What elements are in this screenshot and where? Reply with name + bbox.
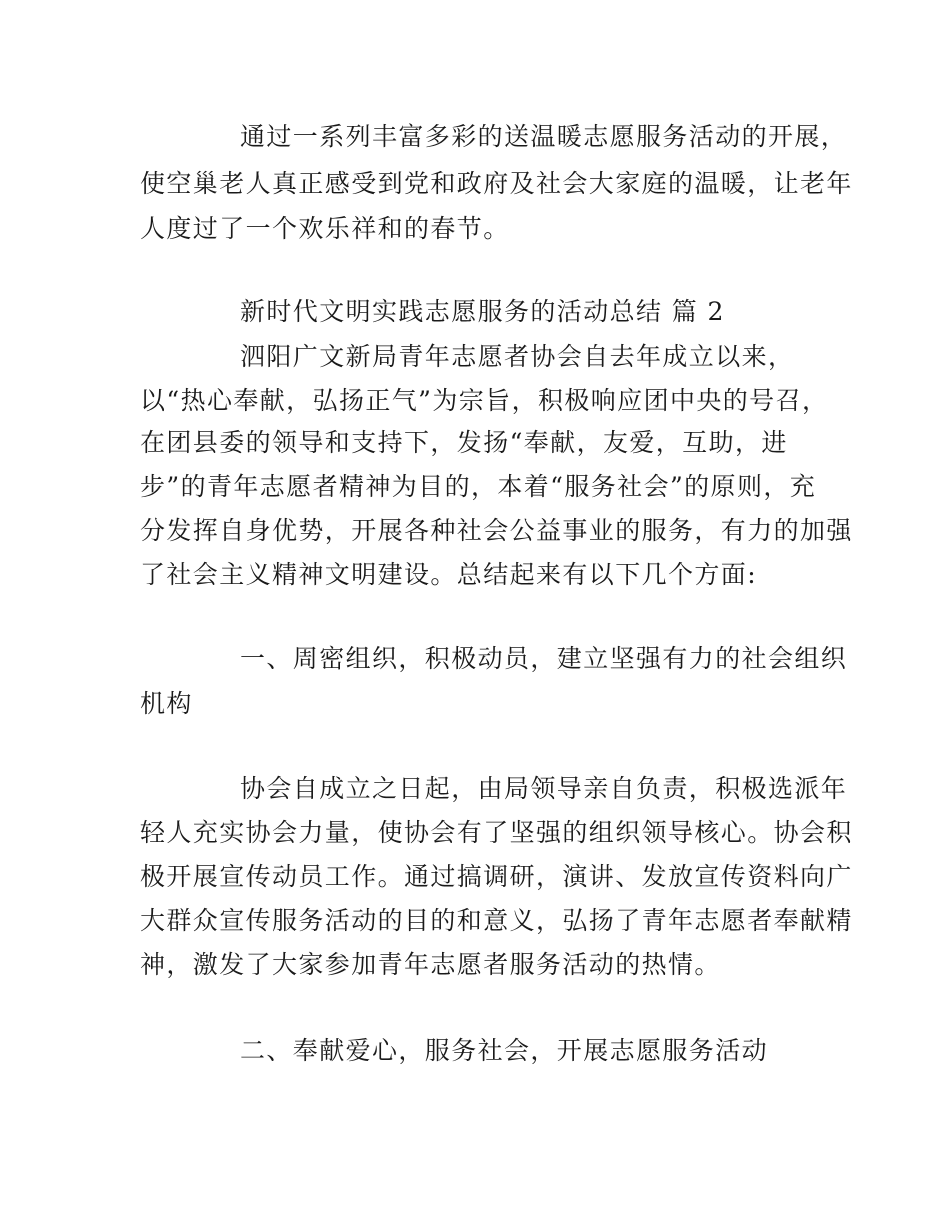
paragraph3-line-5: 神，激发了大家参加青年志愿者服务活动的热情。: [140, 950, 721, 979]
paragraph3-line-3: 极开展宣传动员工作。通过搞调研，演讲、发放宣传资料向广: [140, 862, 853, 891]
paragraph3-line-4: 大群众宣传服务活动的目的和意义，弘扬了青年志愿者奉献精: [140, 906, 853, 935]
paragraph2-line-2: 以“热心奉献，弘扬正气”为宗旨，积极响应团中央的号召，: [140, 386, 829, 415]
paragraph2-line-1: 泗阳广文新局青年志愿者协会自去年成立以来，: [240, 342, 795, 371]
paragraph2-line-4: 步”的青年志愿者精神为目的，本着“服务社会”的原则，充: [140, 472, 817, 501]
paragraph2-line-3: 在团县委的领导和支持下，发扬“奉献，友爱，互助，进: [140, 428, 788, 457]
paragraph1-line-1: 通过一系列丰富多彩的送温暖志愿服务活动的开展，: [240, 122, 848, 151]
paragraph1-line-2: 使空巢老人真正感受到党和政府及社会大家庭的温暖，让老年: [140, 169, 853, 198]
section-title: 新时代文明实践志愿服务的活动总结 篇 2: [240, 297, 725, 326]
paragraph3-line-2: 轻人充实协会力量，使协会有了坚强的组织领导核心。协会积: [140, 818, 853, 847]
paragraph2-line-5: 分发挥自身优势，开展各种社会公益事业的服务，有力的加强: [140, 516, 853, 545]
heading1-line-1: 一、周密组织，积极动员，建立坚强有力的社会组织: [240, 644, 848, 673]
heading2: 二、奉献爱心，服务社会，开展志愿服务活动: [240, 1036, 769, 1065]
paragraph1-line-3: 人度过了一个欢乐祥和的春节。: [140, 214, 510, 243]
heading1-line-2: 机构: [140, 689, 193, 718]
paragraph2-line-6: 了社会主义精神文明建设。总结起来有以下几个方面:: [140, 560, 758, 589]
paragraph3-line-1: 协会自成立之日起，由局领导亲自负责，积极选派年: [240, 774, 848, 803]
